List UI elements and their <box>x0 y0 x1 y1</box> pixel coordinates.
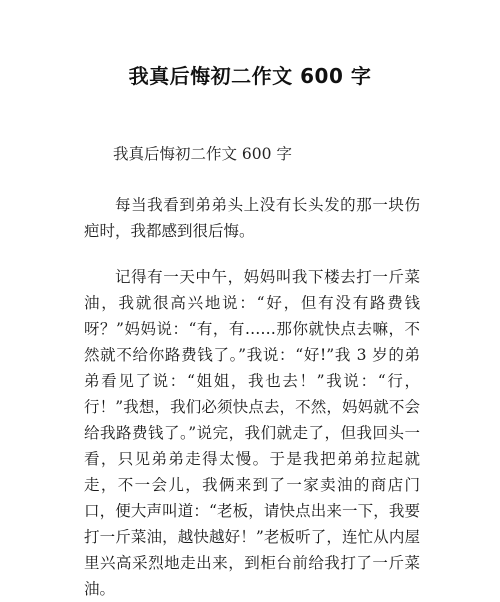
document-title: 我真后悔初二作文 600 字 <box>128 64 372 88</box>
paragraph-2: 记得有一天中午，妈妈叫我下楼去打一斤菜油，我就很高兴地说：“好，但有没有路费钱呀？”妈妈说：“有，有……那你就快点去嘛，不然就不给你路费钱了。”我说：“好!”我 3 岁的弟弟看见了说：“姐姐，我也去！”我说：“行，行！”我想，我们必须快点去，不然，妈妈就不会给我路费钱了。”说完，我们就走了，但我回头一看，只见弟弟走得太慢。于是我把弟弟拉起就走，不一会儿，我俩来到了一家卖油的商店门口，便大声叫道：“老板，请快点出来一下，我要打一斤菜油，越快越好！”老板听了，连忙从内屋里兴高采烈地走出来，到柜台前给我打了一斤菜油。 <box>84 268 420 598</box>
paragraph-1: 每当我看到弟弟头上没有长头发的那一块伤疤时，我都感到很后悔。 <box>84 196 420 240</box>
document-subtitle: 我真后悔初二作文 600 字 <box>113 145 292 163</box>
